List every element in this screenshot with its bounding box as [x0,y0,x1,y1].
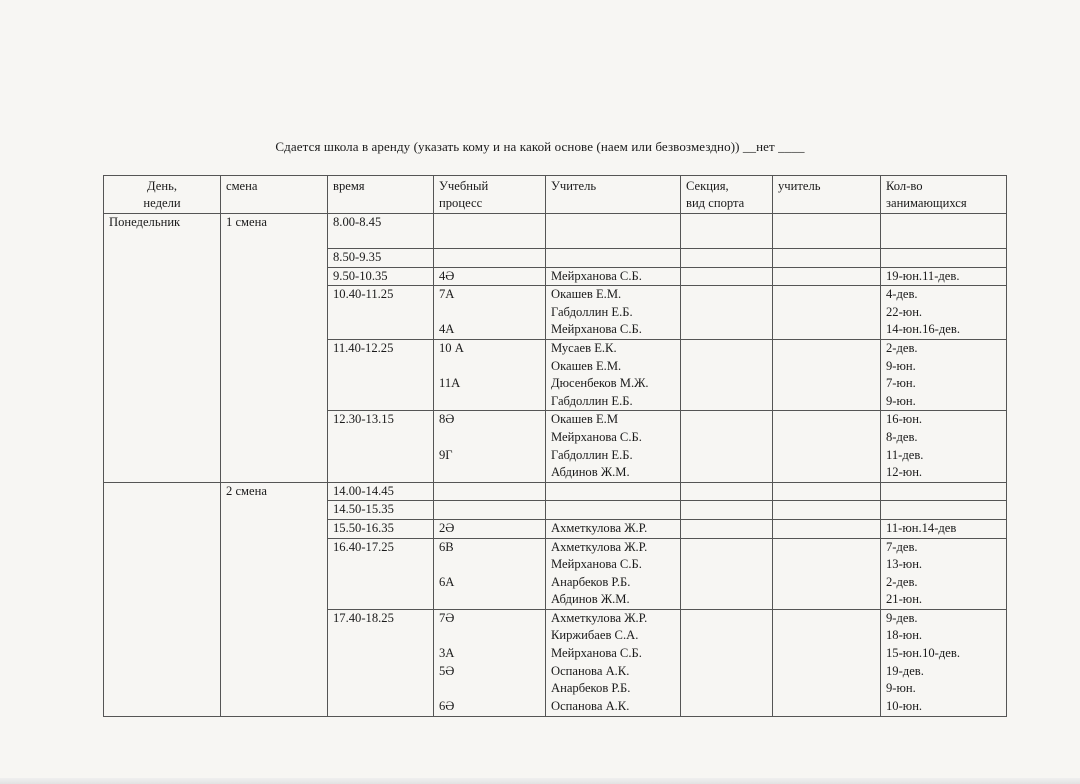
process-cell: 10 А 11А [434,339,546,410]
count-cell [881,482,1007,501]
teacher-cell: Ахметкулова Ж.Р. [546,519,681,538]
teacher-cell: Мусаев Е.К. Окашев Е.М. Дюсенбеков М.Ж. Габдоллин Е.Б. [546,339,681,410]
teacher-cell [546,214,681,249]
section-cell [681,214,773,249]
teacher-cell: Окашев Е.М Мейрханова С.Б. Габдоллин Е.Б. Абдинов Ж.М. [546,411,681,482]
teacher2-cell [773,482,881,501]
teacher2-cell [773,267,881,286]
process-cell: 7Ә 3А 5Ә 6Ә [434,609,546,716]
count-cell: 4-дев. 22-юн. 14-юн.16-дев. [881,286,1007,340]
teacher2-cell [773,339,881,410]
header-teacher: Учитель [546,176,681,214]
time-cell: 11.40-12.25 [328,339,434,410]
teacher-cell: Ахметкулова Ж.Р. Киржибаев С.А. Мейрханова С.Б. Оспанова А.К. Анарбеков Р.Б. Оспанова А.К. [546,609,681,716]
process-cell: 7А 4А [434,286,546,340]
count-cell: 7-дев. 13-юн. 2-дев. 21-юн. [881,538,1007,609]
process-cell: 2Ә [434,519,546,538]
header-process: Учебный процесс [434,176,546,214]
count-cell: 11-юн.14-дев [881,519,1007,538]
teacher2-cell [773,249,881,268]
process-cell: 6В 6А [434,538,546,609]
process-cell: 4Ә [434,267,546,286]
time-cell: 16.40-17.25 [328,538,434,609]
teacher-cell [546,501,681,520]
document-heading: Сдается школа в аренду (указать кому и на какой основе (наем или безвозмездно)) __нет ____ [275,139,805,154]
process-cell [434,249,546,268]
process-cell [434,482,546,501]
header-time: время [328,176,434,214]
section-cell [681,267,773,286]
shift-cell: 2 смена [221,482,328,716]
header-section: Секция, вид спорта [681,176,773,214]
time-cell: 15.50-16.35 [328,519,434,538]
count-cell: 16-юн. 8-дев. 11-дев. 12-юн. [881,411,1007,482]
process-cell: 8Ә 9Г [434,411,546,482]
count-cell [881,249,1007,268]
time-cell: 12.30-13.15 [328,411,434,482]
count-cell: 9-дев. 18-юн. 15-юн.10-дев. 19-дев. 9-юн. 10-юн. [881,609,1007,716]
section-cell [681,339,773,410]
count-cell: 19-юн.11-дев. [881,267,1007,286]
section-cell [681,519,773,538]
table-row [104,214,1007,249]
time-cell: 9.50-10.35 [328,267,434,286]
section-cell [681,482,773,501]
count-cell [881,501,1007,520]
header-day: День, недели [104,176,221,214]
time-cell: 8.50-9.35 [328,249,434,268]
teacher-cell: Окашев Е.М. Габдоллин Е.Б. Мейрханова С.Б. [546,286,681,340]
teacher2-cell [773,538,881,609]
section-cell [681,286,773,340]
section-cell [681,609,773,716]
table-header-row [104,176,1007,214]
teacher-cell: Мейрханова С.Б. [546,267,681,286]
time-cell: 14.50-15.35 [328,501,434,520]
day-cell-empty [104,482,221,716]
header-teacher2: учитель [773,176,881,214]
count-cell: 2-дев. 9-юн. 7-юн. 9-юн. [881,339,1007,410]
process-cell [434,214,546,249]
teacher2-cell [773,519,881,538]
section-cell [681,411,773,482]
section-cell [681,501,773,520]
teacher-cell [546,482,681,501]
section-cell [681,249,773,268]
table-row [104,482,1007,501]
scan-edge [0,778,1080,784]
process-cell [434,501,546,520]
shift-cell: 1 смена [221,214,328,483]
time-cell: 10.40-11.25 [328,286,434,340]
teacher2-cell [773,501,881,520]
teacher2-cell [773,411,881,482]
time-cell: 17.40-18.25 [328,609,434,716]
header-count: Кол-во занимающихся [881,176,1007,214]
teacher2-cell [773,214,881,249]
teacher-cell: Ахметкулова Ж.Р. Мейрханова С.Б. Анарбеков Р.Б. Абдинов Ж.М. [546,538,681,609]
teacher-cell [546,249,681,268]
day-cell: Понедельник [104,214,221,483]
header-shift: смена [221,176,328,214]
schedule-table [103,175,1007,717]
teacher2-cell [773,286,881,340]
time-cell: 14.00-14.45 [328,482,434,501]
count-cell [881,214,1007,249]
time-cell: 8.00-8.45 [328,214,434,249]
teacher2-cell [773,609,881,716]
section-cell [681,538,773,609]
